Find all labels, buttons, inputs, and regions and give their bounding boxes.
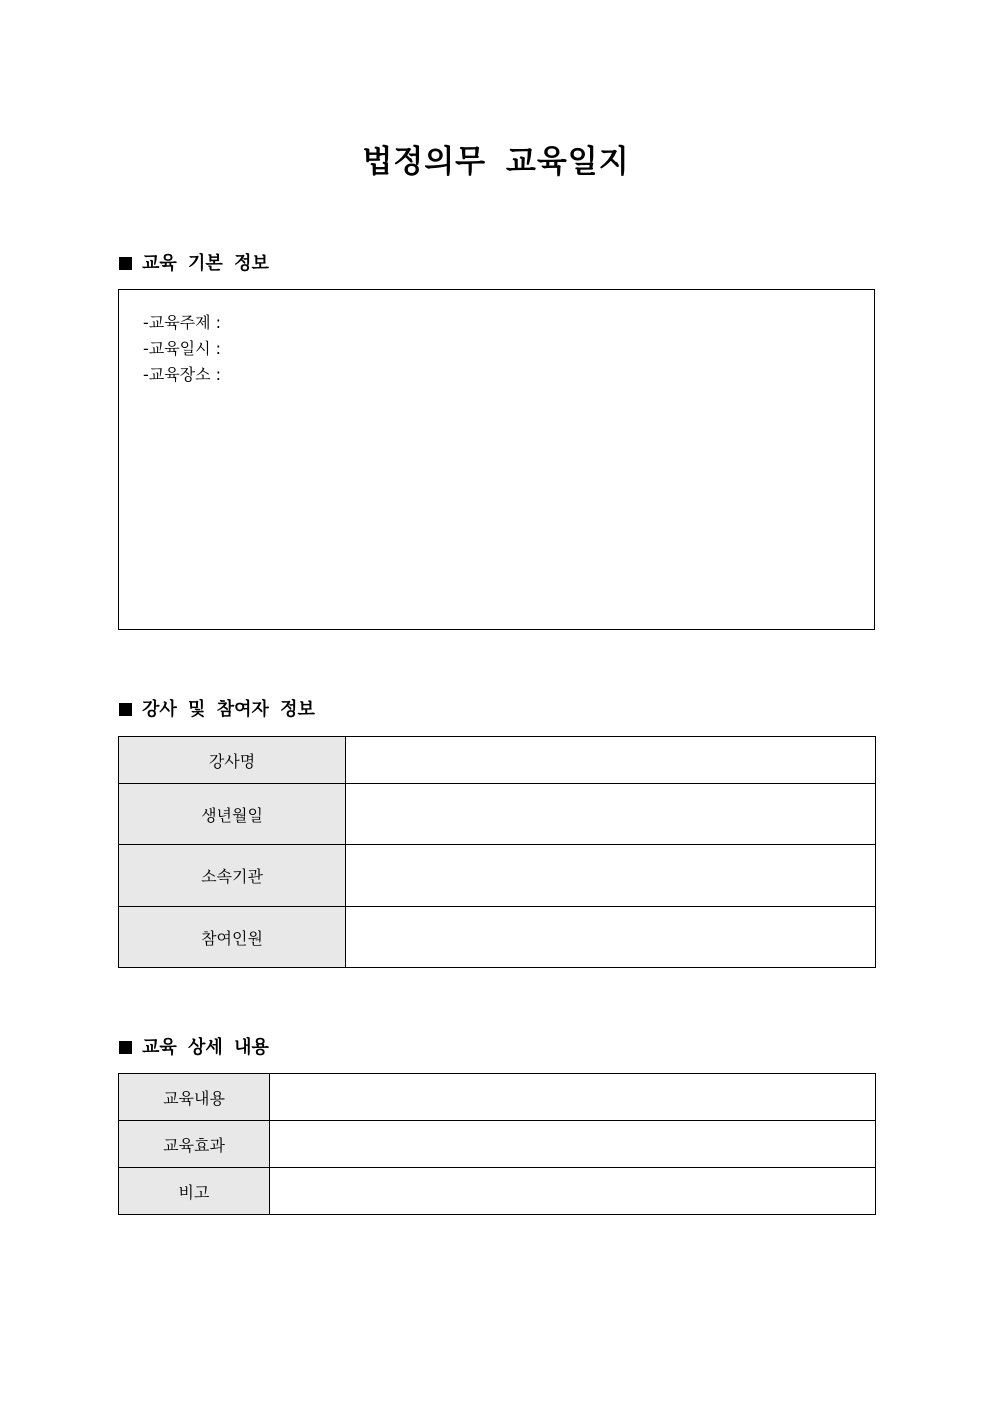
square-bullet-icon (119, 257, 132, 270)
datetime-line: -교육일시 : (143, 339, 222, 358)
effect-label: 교육효과 (119, 1121, 270, 1168)
square-bullet-icon (119, 703, 132, 716)
section-heading-text: 교육 상세 내용 (142, 1037, 269, 1058)
table-row (119, 845, 876, 907)
instructor-name-field[interactable] (346, 737, 876, 784)
table-row (119, 1121, 876, 1168)
details-table (118, 1073, 876, 1215)
section-heading-text: 강사 및 참여자 정보 (142, 699, 315, 720)
instructor-name-label: 강사명 (119, 737, 346, 784)
content-label: 교육내용 (119, 1074, 270, 1121)
remarks-label: 비고 (119, 1168, 270, 1215)
location-line: -교육장소 : (143, 365, 222, 384)
participants-label: 참여인원 (119, 907, 346, 968)
content-field[interactable] (270, 1074, 876, 1121)
effect-field[interactable] (270, 1121, 876, 1168)
affiliation-label: 소속기관 (119, 845, 346, 907)
instructor-info-table (118, 736, 876, 968)
table-row (119, 1074, 876, 1121)
table-row (119, 737, 876, 784)
table-row (119, 1168, 876, 1215)
square-bullet-icon (119, 1041, 132, 1054)
document-title: 법정의무 교육일지 (362, 144, 630, 180)
topic-line: -교육주제 : (143, 313, 222, 332)
section-heading-basic-info (119, 252, 269, 276)
table-row (119, 907, 876, 968)
section-heading-instructor-info (119, 698, 315, 722)
basic-info-box[interactable] (118, 289, 875, 630)
basic-info-lines (143, 310, 221, 388)
participants-field[interactable] (346, 907, 876, 968)
birthdate-field[interactable] (346, 784, 876, 845)
affiliation-field[interactable] (346, 845, 876, 907)
birthdate-label: 생년월일 (119, 784, 346, 845)
remarks-field[interactable] (270, 1168, 876, 1215)
section-heading-details (119, 1036, 269, 1060)
table-row (119, 784, 876, 845)
section-heading-text: 교육 기본 정보 (142, 253, 269, 274)
